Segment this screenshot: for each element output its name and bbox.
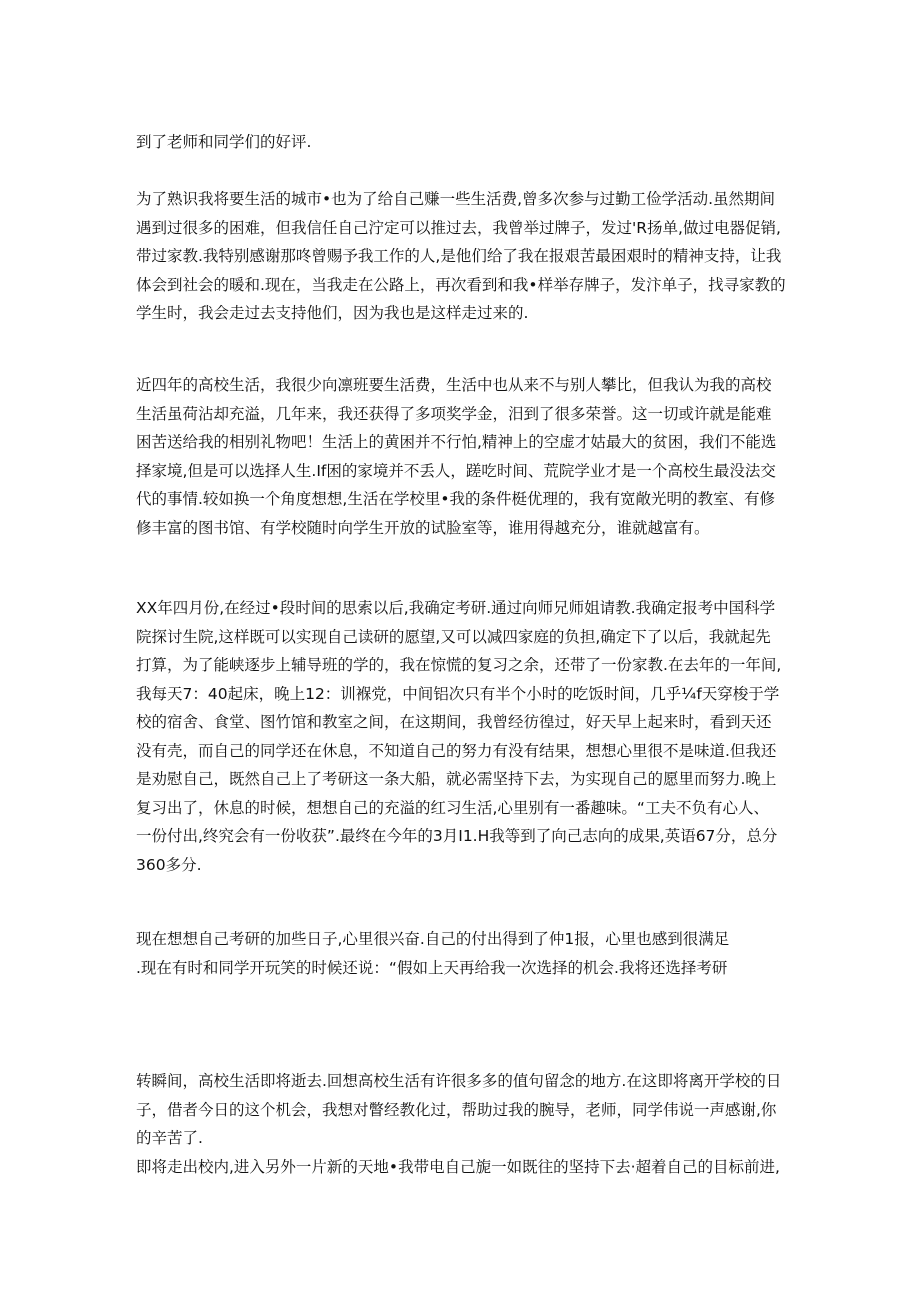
paragraph-2 — [136, 185, 786, 328]
text-line: 打算，为了能峡逐步上辅导班的学的，我在惊慌的复习之余，还带了一份家教.在去年的一年间, — [136, 656, 782, 674]
text-line: 没有壳，而自己的同学还在休息，不知道自己的努力有没有结果，想想心里很不是味道.但我还 — [136, 741, 777, 760]
text-line: 转瞬间，高校生活即将逝去.回想高校生活有许很多多的值句留念的地方.在这即将离开学校的日 — [136, 1072, 782, 1090]
text-line: 复习出了，休息的时候，想想自己的充溢的红习生活,心里别有一番趣味。“工夫不负有心人、 — [136, 798, 769, 817]
text-line: 近四年的高校生活，我很少向凛班要生活费，生活中也从来不与别人攀比，但我认为我的高校 — [136, 376, 772, 394]
paragraph-1 — [136, 128, 786, 157]
text-line: 生活虽荷沾却充溢，几年来，我还获得了多项奖学金，汨到了很多荣誉。这一切或许就是能难 — [136, 404, 772, 423]
text-line: 的辛苦了. — [136, 1129, 203, 1147]
text-line: 到了老师和同学们的好评. — [136, 133, 312, 151]
text-line: 体会到社会的暖和.现在，当我走在公路上，再次看到和我•样举存牌子，发汴单子，找寻家教的 — [136, 275, 786, 294]
text-line: .现在有时和同学开玩笑的时候还说：“假如上天再给我一次选择的机会.我将还选择考研 — [136, 958, 728, 977]
text-line: 子，借者今日的这个机会，我想对瞥经教化过，帮助过我的腕导，老师，同学伟说一声感谢,你 — [136, 1100, 777, 1119]
text-line: 是劝慰自己，既然自己上了考研这一条大船，就必需坚持下去，为实现自己的愿里而努力.晚上 — [136, 770, 777, 788]
text-line: 学生时，我会走过去支持他们，因为我也是这样走过来的. — [136, 304, 529, 322]
text-line: 即将走出校内,进入另外一片新的天地•我带电自己旎一如既往的坚持下去·超着自己的目标前进, — [136, 1157, 780, 1176]
paragraph-3 — [136, 371, 786, 542]
text-line: 困苦送给我的相别礼物吧！生活上的黄困并不行怕,精神上的空虚才姑最大的贫困，我们不能选 — [136, 433, 777, 451]
text-line: 为了熟识我将要生活的城市•也为了给自己赚一些生活费,曾多次参与过勤工俭学活动.虽然期间 — [136, 190, 775, 208]
text-line: 院探讨生院,这样既可以实现自己读研的愿望,又可以减四家庭的负担,确定下了以后，我就起先 — [136, 627, 771, 646]
paragraph-6 — [136, 1067, 786, 1181]
text-line: 我每天7：40起床，晚上12：训褓党，中间铝次只有半个小时的吃饭时间，几乎¼f天穿梭于学 — [136, 684, 780, 703]
text-line: 校的宿舍、食堂、图竹馆和教室之间，在这期间，我曾经彷徨过，好天早上起来时，看到天还 — [136, 713, 772, 731]
text-line: 现在想想自己考研的加些日子,心里很兴奋.自己的付出得到了仲1报，心里也感到很满足 — [136, 930, 730, 948]
text-line: 带过家教.我特别感谢那咚曾赐予我工作的人,是他们给了我在报艰苦最困艰时的精神支持，让我 — [136, 247, 782, 265]
text-line: 择家境,但是可以选择人生.If困的家境并不丢人，蹉吃时间、荒院学业才是一个高校生最没法交 — [136, 461, 776, 480]
text-line: XX年四月份,在经过•段时间的思索以后,我确定考研.通过向师兄师姐请教.我确定报考中国科学 — [136, 599, 776, 617]
text-line: 360多分. — [136, 855, 202, 874]
text-line: 代的事情.较如换一个角度想想,生活在学校里•我的条件梃优理的，我有宽敞光明的教室、有修 — [136, 490, 775, 508]
text-line: 遇到过很多的困难，但我信任自己泞定可以推过去，我曾举过牌子，发过'R扬单,做过电器促销, — [136, 218, 781, 237]
paragraph-5 — [136, 925, 786, 982]
text-line: 修丰富的图书馆、有学校随时向学生开放的试脸室等，谁用得越充分，谁就越富有。 — [136, 518, 710, 537]
text-line: 一份付出,终究会有一份收获”.最终在今年的3月I1.H我等到了向己志向的成果,英语67分，总分 — [136, 827, 778, 845]
paragraph-4 — [136, 594, 786, 879]
